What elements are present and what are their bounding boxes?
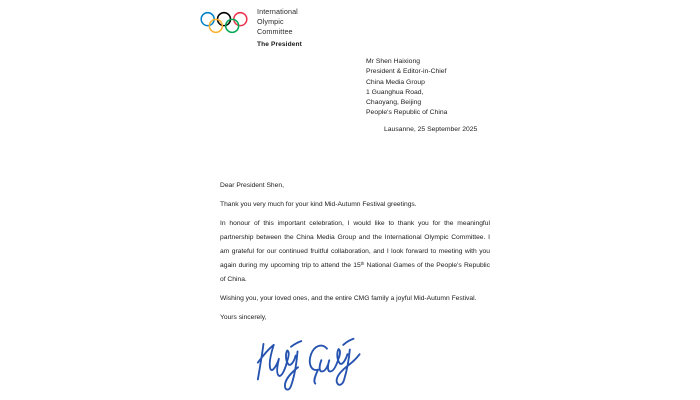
- dateline: Lausanne, 25 September 2025: [384, 126, 478, 133]
- paragraph-text: In honour of this important celebration, I would like to thank you for the meaningful partnership between the China Media Group and the International Olympic Committee. I am grateful for our continued fruitful collaboration, and I look forward to meeting with you again during my upcoming trip to attend the 15: [220, 220, 490, 269]
- signature-stroke-last-name: [310, 339, 360, 385]
- olympic-ring-black: [218, 13, 231, 26]
- olympic-ring-red: [234, 13, 247, 26]
- body-paragraph: Wishing you, your loved ones, and the entire CMG family a joyful Mid-Autumn Festival.: [220, 295, 477, 302]
- olympic-rings-logo: [200, 8, 248, 38]
- signature-handwritten: [256, 333, 368, 395]
- recipient-line: People's Republic of China: [366, 109, 448, 117]
- org-name-line: Committee: [257, 26, 293, 36]
- signature-ink-icon: [256, 333, 368, 395]
- body-paragraph: [220, 217, 490, 287]
- closing: Yours sincerely,: [220, 314, 267, 321]
- sender-title: The President: [257, 41, 302, 49]
- salutation: Dear President Shen,: [220, 182, 284, 189]
- body-paragraph: Thank you very much for your kind Mid-Autumn Festival greetings.: [220, 201, 417, 208]
- recipient-line: China Media Group: [366, 78, 425, 86]
- recipient-line: President & Editor-in-Chief: [366, 68, 447, 76]
- olympic-ring-green: [226, 19, 239, 32]
- olympic-ring-yellow: [209, 19, 222, 32]
- recipient-line: Chaoyang, Beijing: [366, 99, 422, 107]
- org-name-line: Olympic: [257, 16, 284, 26]
- recipient-address: [366, 57, 447, 119]
- olympic-ring-blue: [201, 13, 214, 26]
- ordinal-superscript: th: [360, 261, 365, 266]
- signature-stroke-first-name: [258, 341, 301, 389]
- letterhead-org-block: [257, 7, 302, 48]
- recipient-line: 1 Guanghua Road,: [366, 88, 424, 96]
- letter-body: [220, 179, 490, 330]
- paragraph-text: National Games of the People's Republic of China.: [220, 262, 490, 283]
- org-name-line: International: [257, 7, 298, 16]
- recipient-line: Mr Shen Haixiong: [366, 58, 421, 65]
- olympic-rings-icon: [200, 8, 248, 38]
